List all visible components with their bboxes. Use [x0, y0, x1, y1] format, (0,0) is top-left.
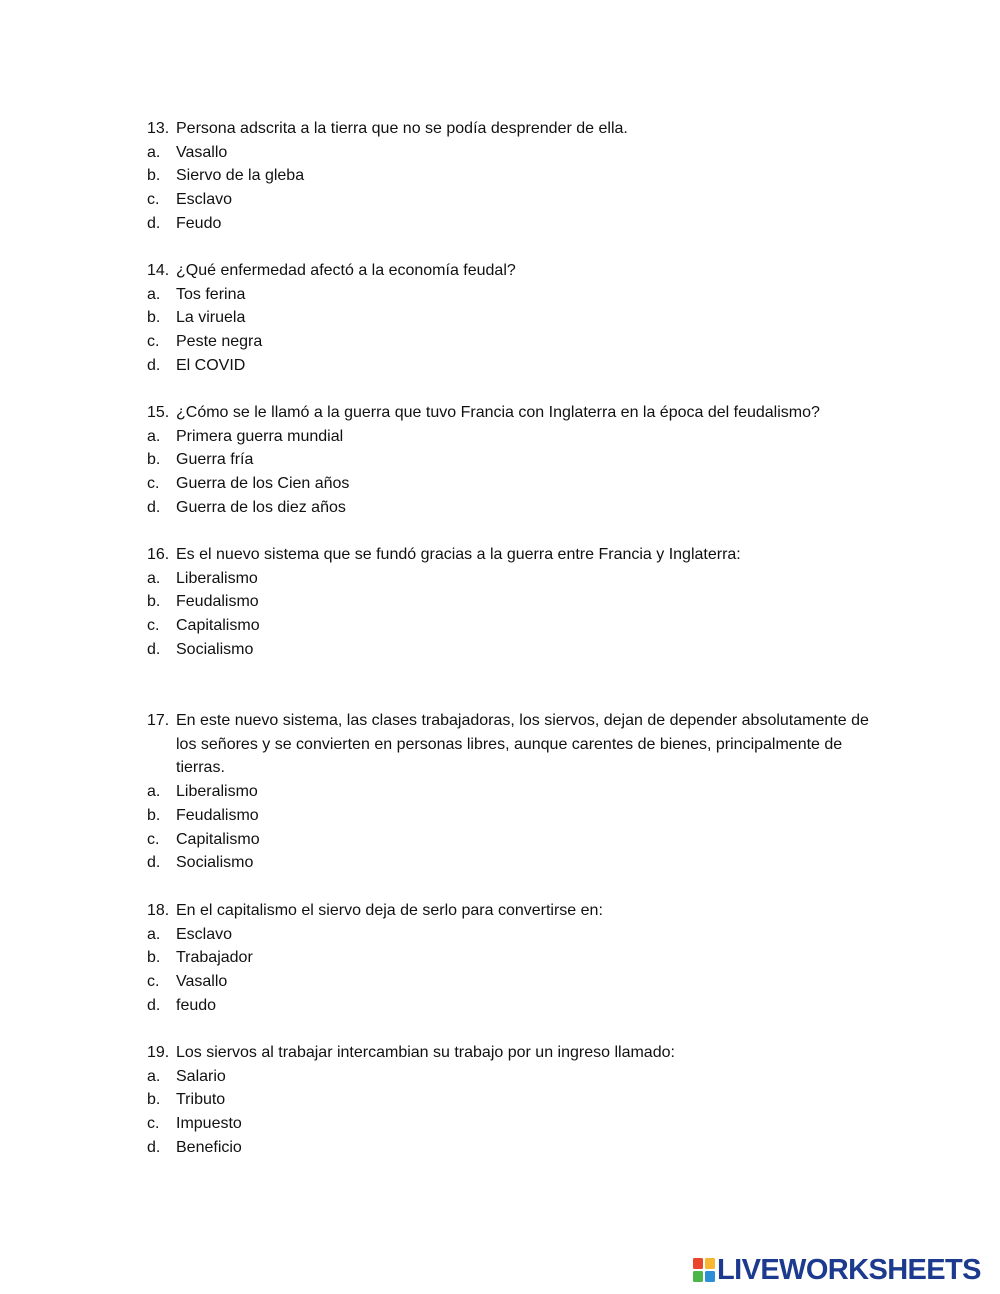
option-text: Salario: [176, 1067, 226, 1085]
option-a[interactable]: [147, 425, 887, 449]
question-text: ¿Qué enfermedad afectó a la economía feudal?: [176, 262, 516, 279]
option-b[interactable]: [147, 946, 887, 970]
option-text: Beneficio: [176, 1138, 242, 1156]
option-text: Guerra de los diez años: [176, 498, 346, 516]
question-18: [147, 899, 887, 1018]
option-b[interactable]: [147, 164, 887, 188]
option-b[interactable]: [147, 448, 887, 472]
option-c[interactable]: [147, 1112, 887, 1136]
option-letter: b.: [147, 593, 161, 611]
option-letter: d.: [147, 640, 161, 658]
option-a[interactable]: [147, 567, 887, 591]
option-text: Tributo: [176, 1091, 226, 1109]
question-stem: [147, 899, 887, 923]
option-letter: b.: [147, 309, 161, 327]
option-c[interactable]: [147, 614, 887, 638]
option-a[interactable]: [147, 283, 887, 307]
option-text: Capitalismo: [176, 830, 260, 848]
question-text: Persona adscrita a la tierra que no se podía desprender de ella.: [176, 120, 628, 137]
option-letter: a.: [147, 285, 161, 303]
option-d[interactable]: [147, 851, 887, 875]
option-c[interactable]: [147, 330, 887, 354]
option-b[interactable]: [147, 1088, 887, 1112]
option-b[interactable]: [147, 804, 887, 828]
question-19: [147, 1041, 887, 1160]
option-text: Impuesto: [176, 1115, 242, 1133]
option-letter: c.: [147, 973, 160, 991]
option-d[interactable]: [147, 994, 887, 1018]
option-d[interactable]: [147, 354, 887, 378]
option-text: Vasallo: [176, 143, 228, 161]
question-number: 18.: [147, 902, 170, 919]
question-17: [147, 709, 887, 875]
question-stem: [147, 401, 887, 425]
question-text: En el capitalismo el siervo deja de serlo para convertirse en:: [176, 902, 603, 919]
question-number: 14.: [147, 262, 170, 279]
option-letter: b.: [147, 1091, 161, 1109]
question-number: 19.: [147, 1044, 170, 1061]
option-c[interactable]: [147, 472, 887, 496]
option-text: La viruela: [176, 309, 246, 327]
option-letter: b.: [147, 806, 161, 824]
logo-text: LIVEWORKSHEETS: [717, 1253, 981, 1286]
option-text: Socialismo: [176, 640, 254, 658]
option-letter: c.: [147, 617, 160, 635]
question-14: [147, 259, 887, 378]
option-a[interactable]: [147, 780, 887, 804]
option-d[interactable]: [147, 638, 887, 662]
question-text: ¿Cómo se le llamó a la guerra que tuvo Francia con Inglaterra en la época del feudalismo?: [176, 404, 820, 421]
option-letter: a.: [147, 427, 161, 445]
option-text: Trabajador: [176, 949, 253, 967]
option-letter: c.: [147, 191, 160, 209]
option-text: Tos ferina: [176, 285, 246, 303]
option-a[interactable]: [147, 923, 887, 947]
question-13: [147, 117, 887, 236]
option-text: Feudalismo: [176, 593, 259, 611]
option-b[interactable]: [147, 590, 887, 614]
option-letter: c.: [147, 475, 160, 493]
option-text: Primera guerra mundial: [176, 427, 344, 445]
option-text: Guerra de los Cien años: [176, 475, 350, 493]
option-d[interactable]: [147, 1136, 887, 1160]
option-a[interactable]: [147, 141, 887, 165]
question-text: Es el nuevo sistema que se fundó gracias a la guerra entre Francia y Inglaterra:: [176, 546, 741, 563]
option-text: Feudalismo: [176, 806, 259, 824]
question-number: 17.: [147, 712, 170, 729]
option-text: Capitalismo: [176, 617, 260, 635]
option-letter: b.: [147, 167, 161, 185]
question-number: 15.: [147, 404, 170, 421]
option-text: Peste negra: [176, 333, 263, 351]
question-number: 16.: [147, 546, 170, 563]
question-number: 13.: [147, 120, 170, 137]
option-letter: a.: [147, 143, 161, 161]
option-a[interactable]: [147, 1065, 887, 1089]
option-letter: d.: [147, 854, 161, 872]
question-15: [147, 401, 887, 520]
question-text: Los siervos al trabajar intercambian su trabajo por un ingreso llamado:: [176, 1044, 675, 1061]
option-letter: d.: [147, 996, 161, 1014]
question-16: [147, 543, 887, 662]
option-text: Liberalismo: [176, 569, 258, 587]
option-text: feudo: [176, 996, 217, 1014]
question-stem: [147, 259, 887, 283]
option-letter: d.: [147, 214, 161, 232]
option-letter: a.: [147, 569, 161, 587]
option-text: El COVID: [176, 356, 246, 374]
liveworksheets-logo[interactable]: [692, 1253, 981, 1287]
option-d[interactable]: [147, 212, 887, 236]
question-stem: [147, 1041, 887, 1065]
option-letter: c.: [147, 830, 160, 848]
option-c[interactable]: [147, 828, 887, 852]
option-letter: a.: [147, 1067, 161, 1085]
question-text: En este nuevo sistema, las clases trabajadoras, los siervos, dejan de depender absolutamente de los señores y se convierten en personas libres, aunque carentes de bienes, principalmente de tierras.: [176, 712, 869, 777]
question-stem: [147, 117, 887, 141]
question-stem: [147, 543, 887, 567]
option-text: Siervo de la gleba: [176, 167, 305, 185]
option-letter: b.: [147, 949, 161, 967]
option-letter: a.: [147, 925, 161, 943]
option-text: Esclavo: [176, 191, 233, 209]
liveworksheets-logo-mark-icon: [692, 1257, 716, 1283]
question-stem: [147, 709, 887, 780]
option-letter: d.: [147, 356, 161, 374]
option-text: Socialismo: [176, 854, 254, 872]
option-text: Liberalismo: [176, 783, 258, 801]
option-letter: a.: [147, 783, 161, 801]
option-letter: c.: [147, 1115, 160, 1133]
option-c[interactable]: [147, 970, 887, 994]
option-letter: b.: [147, 451, 161, 469]
option-b[interactable]: [147, 306, 887, 330]
option-letter: d.: [147, 1138, 161, 1156]
option-c[interactable]: [147, 188, 887, 212]
option-text: Esclavo: [176, 925, 233, 943]
option-letter: c.: [147, 333, 160, 351]
option-text: Vasallo: [176, 973, 228, 991]
option-text: Feudo: [176, 214, 222, 232]
option-letter: d.: [147, 498, 161, 516]
option-d[interactable]: [147, 496, 887, 520]
option-text: Guerra fría: [176, 451, 254, 469]
